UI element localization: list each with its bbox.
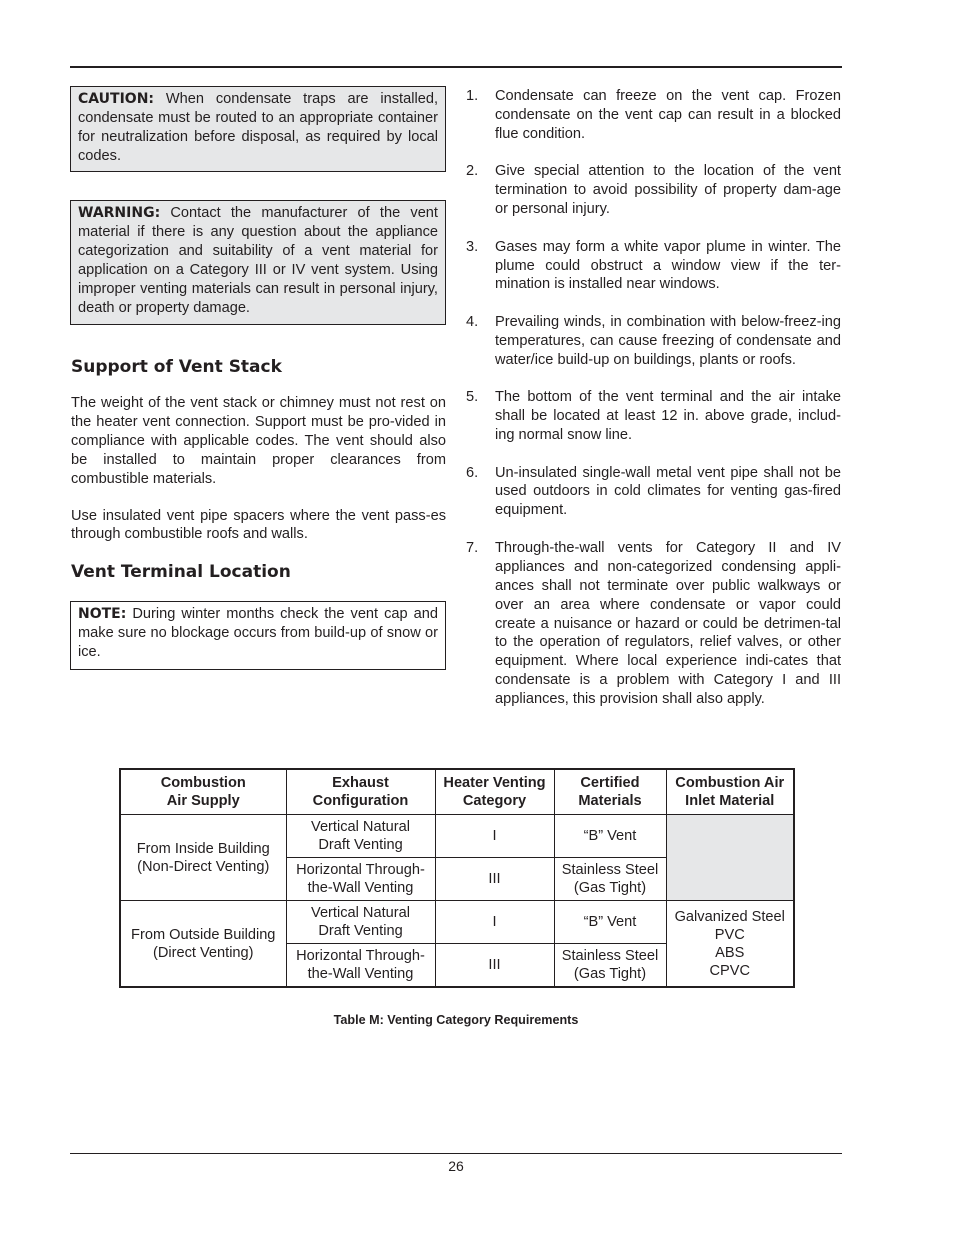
list-item [466, 87, 841, 144]
venting-category-table [119, 768, 795, 988]
left-column [70, 86, 446, 670]
caution-box [70, 86, 446, 172]
list-item-text: Through-the-wall vents for Category II and IV appliances and non-categorized condensing appli-ances shall not terminate over public walkways or over an area where condensate or vapor could create a nuisance or hazard or could be detrimen-tal to the operation of regulators, relief valves, or other equipment. Where local experience indi-cates that condensate is a problem with Category I and III appliances, this provision shall also apply. [495, 539, 841, 708]
support-heading: Support of Vent Stack [71, 357, 282, 377]
air-supply-cell: From Outside Building (Direct Venting) [120, 901, 286, 988]
list-item-text: Prevailing winds, in combination with below-freez-ing temperatures, can cause freezing of condensate and water/ice build-up on buildings, plants or roofs. [495, 313, 841, 368]
inlet-material-cell: Galvanized Steel PVC ABS CPVC [666, 901, 794, 988]
inlet-material-cell-empty [666, 815, 794, 901]
list-item-text: Condensate can freeze on the vent cap. Frozen condensate on the vent cap can result in a blocked flue condition. [495, 88, 841, 142]
header-certified-materials: Certified Materials [554, 769, 666, 815]
materials-cell: “B” Vent [554, 815, 666, 858]
exhaust-cell: Vertical Natural Draft Venting [286, 901, 435, 944]
list-item-number: 7. [466, 539, 479, 556]
materials-cell: “B” Vent [554, 901, 666, 944]
list-item-number: 3. [466, 238, 479, 255]
air-supply-cell: From Inside Building (Non-Direct Venting) [120, 815, 286, 901]
list-item [466, 313, 841, 370]
header-combustion-air-inlet-material: Combustion Air Inlet Material [666, 769, 794, 815]
list-item-number: 4. [466, 313, 479, 330]
materials-cell: Stainless Steel (Gas Tight) [554, 944, 666, 988]
list-item-number: 5. [466, 389, 479, 406]
caution-text: When condensate traps are installed, condensate must be routed to an appropriate container for neutralization before disposal, as required by local codes. [78, 91, 438, 164]
warning-box [70, 200, 446, 325]
list-item-number: 6. [466, 464, 479, 481]
category-cell: III [435, 858, 554, 901]
caution-label: CAUTION: [78, 91, 155, 107]
exhaust-cell: Horizontal Through- the-Wall Venting [286, 944, 435, 988]
list-item [466, 539, 841, 709]
list-item [466, 238, 841, 295]
warning-label: WARNING: [78, 205, 161, 221]
right-column [466, 87, 841, 728]
list-item-number: 2. [466, 163, 479, 180]
list-item-text: The bottom of the vent terminal and the air intake shall be located at least 12 in. above grade, includ-ing normal snow line. [495, 389, 841, 444]
header-rule [70, 66, 842, 68]
table-header-row [120, 769, 794, 815]
warning-text: Contact the manufacturer of the vent material if there is any question about the appliance categorization and suitability of a vent material for application on a Category III or IV vent system. Using improper venting materials can result in personal injury, death or property damage. [78, 205, 438, 316]
support-paragraph-2: Use insulated vent pipe spacers where the vent pass-es through combustible roofs and walls. [71, 507, 446, 543]
header-combustion-air-supply: Combustion Air Supply [120, 769, 286, 815]
page-number: 26 [448, 1158, 464, 1174]
vent-terminal-heading: Vent Terminal Location [71, 562, 291, 583]
list-item [466, 464, 841, 521]
list-item [466, 388, 841, 445]
exhaust-cell: Vertical Natural Draft Venting [286, 815, 435, 858]
list-item-number: 1. [466, 88, 479, 104]
list-item-text: Give special attention to the location of the vent termination to avoid possibility of property dam-age or personal injury. [495, 163, 841, 218]
footer-rule [70, 1153, 842, 1154]
materials-cell: Stainless Steel (Gas Tight) [554, 858, 666, 901]
table-caption: Table M: Venting Category Requirements [333, 1013, 579, 1027]
category-cell: I [435, 815, 554, 858]
category-cell: III [435, 944, 554, 988]
list-item [466, 162, 841, 219]
note-box [70, 601, 446, 670]
table-row [120, 901, 794, 944]
list-item-text: Gases may form a white vapor plume in winter. The plume could obstruct a window view if the ter-mination is installed near windows. [495, 238, 841, 293]
list-item-text: Un-insulated single-wall metal vent pipe shall not be used outdoors in cold climates for venting gas-fired equipment. [495, 464, 841, 519]
vent-terminal-list [466, 87, 841, 709]
support-paragraph-1: The weight of the vent stack or chimney must not rest on the heater vent connection. Support must be pro-vided in compliance with applicable codes. The vent should also be installed to maintain proper clearances from combustible materials. [71, 395, 446, 487]
header-heater-venting-category: Heater Venting Category [435, 769, 554, 815]
exhaust-cell: Horizontal Through- the-Wall Venting [286, 858, 435, 901]
note-label: NOTE: [78, 606, 127, 623]
table-row [120, 815, 794, 858]
category-cell: I [435, 901, 554, 944]
note-text: During winter months check the vent cap and make sure no blockage occurs from build-up of snow or ice. [78, 606, 438, 661]
header-exhaust-configuration: Exhaust Configuration [286, 769, 435, 815]
